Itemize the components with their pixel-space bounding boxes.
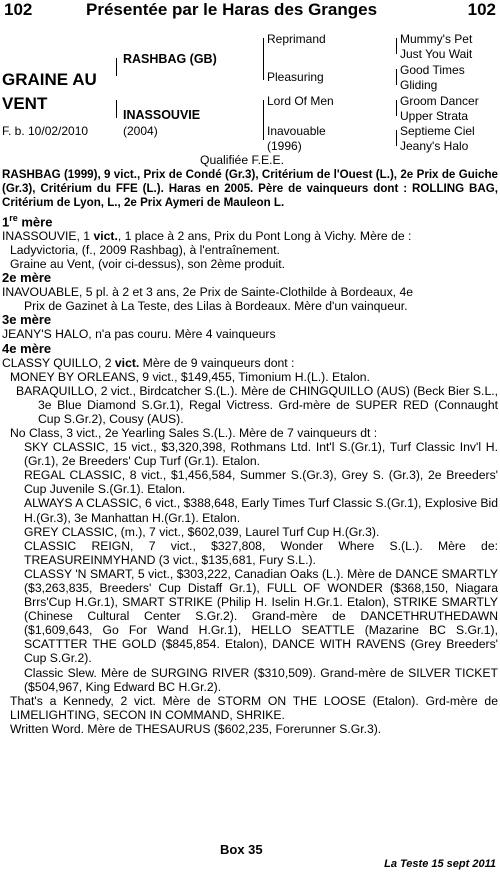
page-title: Présentée par le Haras des Granges [86,0,378,19]
pedigree-ddd: Jeany's Halo [400,139,469,153]
pedigree-ss: Reprimand [267,32,326,46]
bracket-line [396,38,397,54]
sex-birthdate: F. b. 10/02/2010 [2,124,89,138]
qualification: Qualifiée F.E.E. [200,153,284,167]
produce-entry: MONEY BY ORLEANS, 9 vict., $149,455, Timonium H.(L.). Etalon. [10,369,370,384]
produce-entry: ALWAYS A CLASSIC, 6 vict., $388,648, Early Times Turf Classic S.(Gr.1), Explosive Bid H.(Gr.3), 3e Manhattan H.(Gr.1). Etalon. [24,496,498,525]
pedigree-sds: Good Times [400,63,465,77]
fourth-dam-line1: CLASSY QUILLO, 2 vict. Mère de 9 vainqueurs dont : [2,355,295,370]
pedigree-ssd: Just You Wait [400,47,473,61]
first-dam-line1: INASSOUVIE, 1 vict., 1 place à 2 ans, Prix du Pont Long à Vichy. Mère de : [2,228,412,243]
pedigree-ds: Lord Of Men [267,94,334,108]
pedigree-sdd: Gliding [400,78,438,92]
horse-name-line2: VENT [2,94,48,113]
bracket-line [396,130,397,146]
produce-entry: Written Word. Mère de THESAURUS ($602,235, Forerunner S.Gr.3). [10,721,382,736]
first-dam-produce-1: Ladyvictoria, (f., 2009 Rashbag), à l'entraînement. [10,243,280,258]
produce-entry: No Class, 3 vict., 2e Yearling Sales S.(L.). Mère de 7 vainqueurs dt : [10,425,378,440]
sire-paragraph: RASHBAG (1999), 9 vict., Prix de Condé (Gr.3), Critérium de l'Ouest (L.), 2e Prix de Guiche (Gr.3), Critérium du FFE (L.). Haras en 2005. Père de vainqueurs dont : ROLLING BAG, Critérium de Lyon, L., 2e Prix Aymeri de Mauleon L. [2,168,498,210]
bracket-line [116,58,117,76]
fourth-dam-heading: 4e mère [2,340,52,356]
bracket-line [263,38,264,80]
first-dam-heading: 1re mère [2,212,53,229]
pedigree-dss: Groom Dancer [400,94,479,108]
pedigree-dam-year: (2004) [123,124,158,138]
bracket-line [396,100,397,116]
pedigree-dam: INASSOUVIE [123,108,201,122]
third-dam-line1: JEANY'S HALO, n'a pas couru. Mère 4 vainqueurs [2,327,276,342]
pedigree-dd: Inavouable [267,124,326,138]
third-dam-heading: 3e mère [2,312,52,328]
second-dam-line1: INAVOUABLE, 5 pl. à 2 et 3 ans, 2e Prix de Sainte-Clothilde à Bordeaux, 4e [2,285,413,300]
produce-entry: BARAQUILLO, 2 vict., Birdcatcher S.(L.). Mère de CHINGQUILLO (AUS) (Beck Bier S.L., 3e Blue Diamond S.Gr.1), Regal Victress. Grd-mère de SUPER RED (Connaught Cup S.Gr.2), Cousy (AUS). [16,383,498,426]
second-dam-heading: 2e mère [2,270,52,286]
pedigree-sss: Mummy's Pet [400,32,473,46]
bracket-line [263,100,264,140]
pedigree-sd: Pleasuring [267,70,324,84]
sale-date: La Teste 15 sept 2011 [384,858,496,870]
produce-entry: CLASSIC REIGN, 7 vict., $327,808, Wonder Where S.(L.). Mère de: TREASUREINMYHAND (3 vict., $135,681, Fury S.L.). [24,538,498,567]
first-dam-produce-2: Graine au Vent, (voir ci-dessus), son 2ème produit. [10,257,286,272]
bracket-line [396,69,397,85]
produce-entry: CLASSY 'N SMART, 5 vict., $303,222, Canadian Oaks (L.). Mère de DANCE SMARTLY ($3,263,835, Breeders' Cup Distaff Gr.1), FULL OF WONDER ($368,150, Niagara Brrs'Cup H.Gr.1), SMART STRIKE (Philip H. Iselin H.Gr.1. Etalon), STRIKE SMARTLY (Chinese Cultural Center S.Gr.2). Grand-mère de DANCETHRUTHEDAWN ($1,609,643, Go For Wand H.Gr.1), HELLO SEATTLE (Mazarine BC S.Gr.1), SCATTTER THE GOLD ($845,854. Etalon), DANCE WITH RAVENS (Grey Breeders' Cup S.Gr.2). [24,566,498,666]
pedigree-dd-year: (1996) [267,139,302,153]
produce-entry: SKY CLASSIC, 15 vict., $3,320,398, Rothmans Ltd. Int'l S.(Gr.1), Turf Classic Inv'l H.(Gr.1), 2e Breeders' Cup Turf (Gr.1). Etalon. [24,440,498,469]
bracket-line [116,100,117,118]
produce-entry: REGAL CLASSIC, 8 vict., $1,456,584, Summer S.(Gr.3), Grey S. (Gr.3), 2e Breeders' Cup Juvenile S.(Gr.1). Etalon. [24,468,498,497]
second-dam-line2: Prix de Gazinet à La Teste, des Lilas à Bordeaux. Mère d'un vainqueur. [24,299,408,314]
box-number: Box 35 [220,842,263,857]
produce-entry: GREY CLASSIC, (m.), 7 vict., $602,039, Laurel Turf Cup H.(Gr.3). [24,524,380,539]
pedigree-dds: Septieme Ciel [400,124,475,138]
lot-number-right: 102 [467,0,496,19]
produce-entry: That's a Kennedy, 2 vict. Mère de STORM ON THE LOOSE (Etalon). Grd-mère de LIMELIGHTING, SECON IN COMMAND, SHRIKE. [10,693,498,722]
pedigree-sire: RASHBAG (GB) [123,52,217,66]
horse-name-line1: GRAINE AU [2,70,97,89]
lot-number-left: 102 [4,0,33,19]
pedigree-dsd: Upper Strata [400,109,469,123]
produce-entry: Classic Slew. Mère de SURGING RIVER ($310,509). Grand-mère de SILVER TICKET ($504,967, King Edward BC H.Gr.2). [24,665,498,694]
